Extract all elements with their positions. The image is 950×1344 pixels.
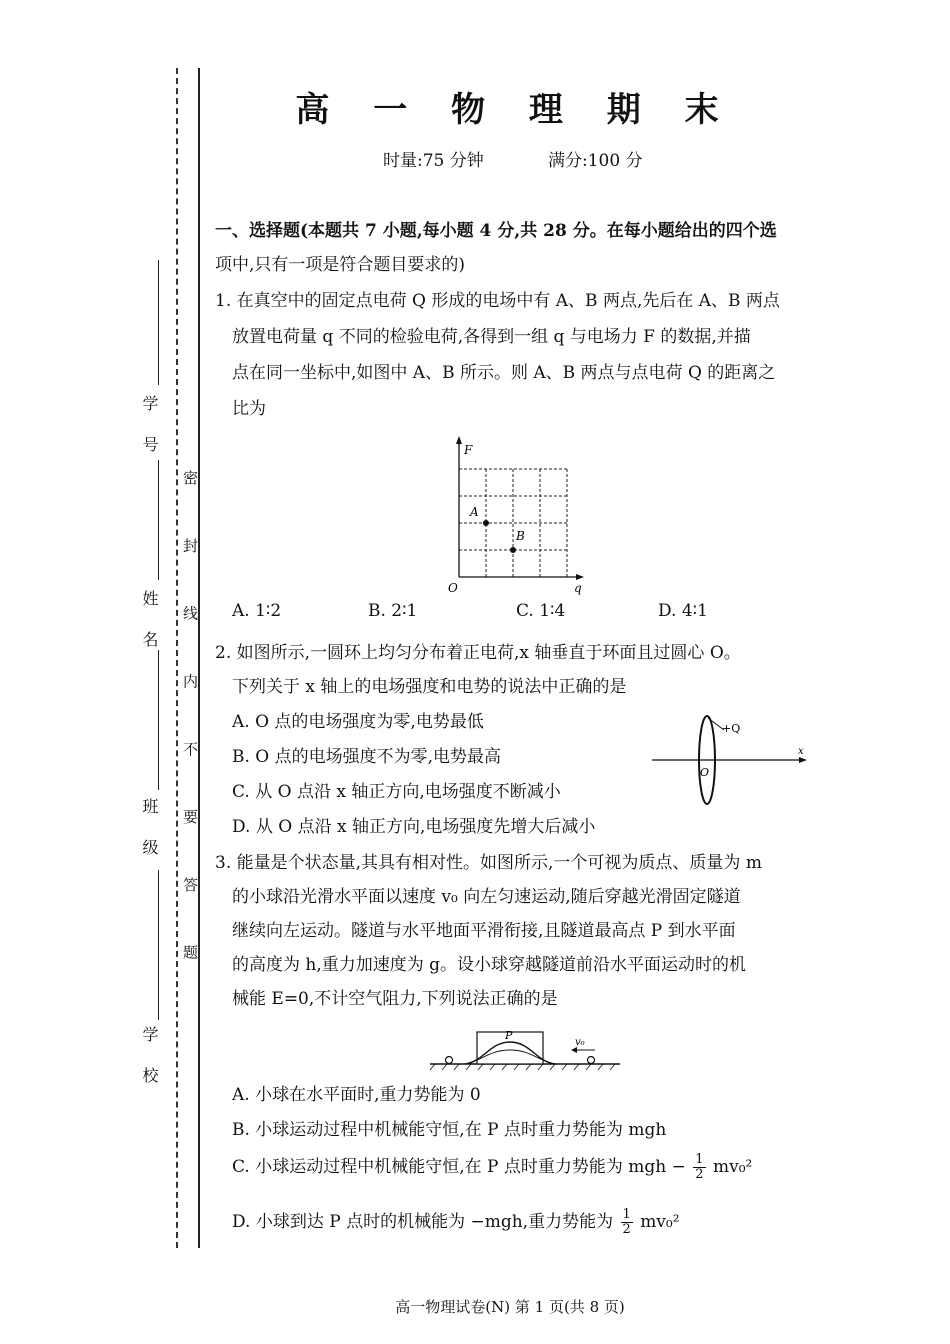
student-id-blank — [158, 260, 159, 385]
q3-point-p-label: P — [505, 1029, 513, 1042]
seal-dashed-line — [176, 68, 178, 1248]
margin-student-id-label: 学 号 — [140, 395, 159, 463]
q2-option-c[interactable]: C. 从 O 点沿 x 轴正方向,电场强度不断减小 — [232, 782, 561, 802]
q3-line2: 的小球沿光滑水平面以速度 v₀ 向左匀速运动,随后穿越光滑固定隧道 — [232, 887, 741, 907]
q1-origin-label: O — [448, 581, 458, 595]
q3-option-d-numerator: 1 — [622, 1207, 631, 1222]
q1-point-b — [510, 547, 516, 553]
q1-option-c[interactable]: C. 1∶4 — [516, 601, 566, 621]
q3-option-c-fraction — [693, 1153, 705, 1182]
q3-ball-right — [588, 1057, 595, 1064]
q3-velocity-label: v₀ — [575, 1037, 585, 1048]
school-blank — [158, 870, 159, 1020]
q3-option-d[interactable] — [232, 1207, 680, 1237]
q3-option-a[interactable]: A. 小球在水平面时,重力势能为 0 — [232, 1085, 481, 1105]
seal-notice: 密 封 线 内 不 要 答 题 — [181, 470, 199, 984]
q3-option-c-denominator: 2 — [695, 1167, 704, 1182]
q3-line3: 继续向左运动。隧道与水平地面平滑衔接,且隧道最高点 P 到水平面 — [232, 921, 736, 941]
q1-b-label: B — [516, 529, 525, 543]
q3-line4: 的高度为 h,重力加速度为 g。设小球穿越隧道前沿水平面运动时的机 — [232, 955, 747, 975]
q1-graph — [440, 432, 590, 597]
q2-x-label: x — [798, 746, 804, 757]
q3-line1: 3. 能量是个状态量,其具有相对性。如图所示,一个可视为质点、质量为 m — [215, 853, 762, 873]
q1-option-b[interactable]: B. 2∶1 — [368, 601, 418, 621]
q1-option-d[interactable]: D. 4∶1 — [658, 601, 708, 621]
exam-time: 时量:75 分钟 — [383, 151, 484, 171]
exam-score: 满分:100 分 — [548, 151, 643, 171]
q2-ring-figure — [652, 710, 812, 810]
q2-option-a[interactable]: A. O 点的电场强度为零,电势最低 — [232, 712, 484, 732]
q1-line4: 比为 — [232, 399, 266, 419]
q3-tunnel-figure — [425, 1026, 625, 1074]
q1-line2: 放置电荷量 q 不同的检验电荷,各得到一组 q 与电场力 F 的数据,并描 — [232, 327, 751, 347]
page-footer: 高一物理试卷(N) 第 1 页(共 8 页) — [395, 1298, 625, 1316]
q3-option-b[interactable]: B. 小球运动过程中机械能守恒,在 P 点时重力势能为 mgh — [232, 1120, 667, 1140]
section1-line1: 一、选择题(本题共 7 小题,每小题 4 分,共 28 分。在每小题给出的四个选 — [215, 221, 777, 241]
q2-option-d[interactable]: D. 从 O 点沿 x 轴正方向,电场强度先增大后减小 — [232, 817, 596, 837]
q1-option-a[interactable]: A. 1∶2 — [232, 601, 282, 621]
q3-option-d-suffix: mv₀² — [640, 1212, 680, 1232]
margin-school-label: 学 校 — [140, 1026, 159, 1094]
q1-graph-grid — [459, 469, 567, 577]
page-title: 高 一 物 理 期 末 — [295, 90, 735, 130]
q1-point-a — [483, 520, 489, 526]
class-blank — [158, 650, 159, 790]
margin-name-label: 姓 名 — [140, 590, 159, 658]
q1-line1: 1. 在真空中的固定点电荷 Q 形成的电场中有 A、B 两点,先后在 A、B 两点 — [215, 291, 780, 311]
q1-x-arrow — [576, 574, 584, 580]
margin-class-label: 班 级 — [140, 798, 159, 866]
q1-x-label: q — [574, 581, 582, 595]
q2-line1: 2. 如图所示,一圆环上均匀分布着正电荷,x 轴垂直于环面且过圆心 O。 — [215, 643, 741, 663]
q2-x-arrow — [799, 757, 807, 763]
q2-charge-label: +Q — [722, 722, 741, 735]
q3-option-d-text: D. 小球到达 P 点时的机械能为 −mgh,重力势能为 — [232, 1212, 614, 1232]
q3-option-d-denominator: 2 — [622, 1222, 631, 1237]
q3-option-c-text: C. 小球运动过程中机械能守恒,在 P 点时重力势能为 mgh − — [232, 1157, 686, 1177]
q2-origin-label: O — [700, 766, 710, 779]
section1-line2: 项中,只有一项是符合题目要求的) — [215, 255, 466, 275]
q2-line2: 下列关于 x 轴上的电场强度和电势的说法中正确的是 — [232, 677, 627, 697]
q1-y-arrow — [456, 436, 462, 444]
q1-line3: 点在同一坐标中,如图中 A、B 所示。则 A、B 两点与点电荷 Q 的距离之 — [232, 363, 776, 383]
q3-line5: 械能 E=0,不计空气阻力,下列说法正确的是 — [232, 989, 558, 1009]
q2-option-b[interactable]: B. O 点的电场强度不为零,电势最高 — [232, 747, 502, 767]
q1-y-label: F — [464, 443, 473, 457]
q3-option-d-fraction — [621, 1208, 633, 1237]
q3-option-c[interactable] — [232, 1152, 752, 1182]
q3-option-c-numerator: 1 — [695, 1152, 704, 1167]
q3-ground-hatch — [430, 1064, 615, 1070]
q3-option-c-suffix: mv₀² — [712, 1157, 753, 1177]
q3-ball-left — [446, 1057, 453, 1064]
name-blank — [158, 460, 159, 580]
q1-a-label: A — [470, 505, 479, 519]
